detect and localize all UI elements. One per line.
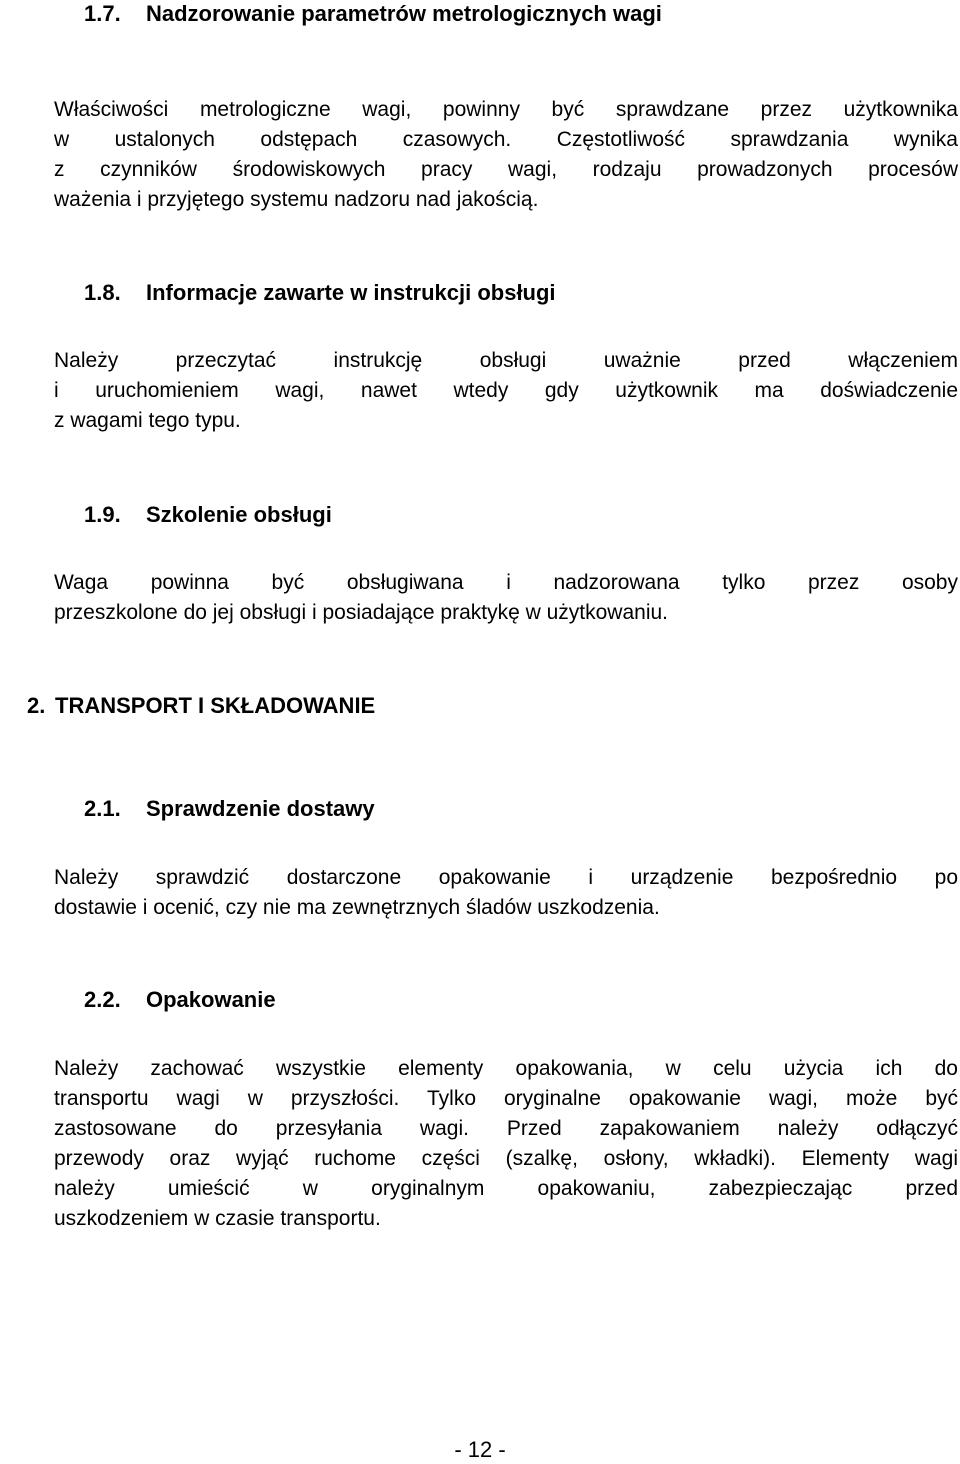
section-number: 2. xyxy=(27,693,46,718)
section-body-1-7 xyxy=(54,95,958,215)
body-line: Waga powinna być obsługiwana i nadzorowana tylko przez osoby xyxy=(54,571,958,594)
section-heading-1-9 xyxy=(84,501,332,529)
section-number: 1.9. xyxy=(84,502,121,527)
section-body-2-2 xyxy=(54,1054,958,1234)
body-line: z wagami tego typu. xyxy=(54,409,241,432)
section-heading-2-1 xyxy=(84,795,375,823)
section-body-1-9 xyxy=(54,568,958,628)
section-heading-2-2 xyxy=(84,986,276,1014)
section-body-1-8 xyxy=(54,346,958,436)
body-line: Właściwości metrologiczne wagi, powinny być sprawdzane przez użytkownika xyxy=(54,98,958,121)
section-number: 1.8. xyxy=(84,280,121,305)
body-line: przeszkolone do jej obsługi i posiadające praktykę w użytkowaniu. xyxy=(54,601,669,624)
body-line: i uruchomieniem wagi, nawet wtedy gdy użytkownik ma doświadczenie xyxy=(54,379,958,402)
body-line: Należy sprawdzić dostarczone opakowanie i urządzenie bezpośrednio po xyxy=(54,866,958,889)
body-line: z czynników środowiskowych pracy wagi, rodzaju prowadzonych procesów xyxy=(54,158,958,181)
section-title: Opakowanie xyxy=(146,987,276,1012)
body-line: zastosowane do przesyłania wagi. Przed zapakowaniem należy odłączyć xyxy=(54,1117,958,1140)
section-heading-1-7 xyxy=(84,0,662,28)
section-title: Sprawdzenie dostawy xyxy=(146,796,375,821)
body-line: dostawie i ocenić, czy nie ma zewnętrznych śladów uszkodzenia. xyxy=(54,896,660,919)
body-line: przewody oraz wyjąć ruchome części (szalkę, osłony, wkładki). Elementy wagi xyxy=(54,1147,958,1170)
section-title: Informacje zawarte w instrukcji obsługi xyxy=(146,280,556,305)
section-number: 2.2. xyxy=(84,987,121,1012)
section-title: TRANSPORT I SKŁADOWANIE xyxy=(55,693,376,718)
section-number: 2.1. xyxy=(84,796,121,821)
body-line: w ustalonych odstępach czasowych. Częstotliwość sprawdzania wynika xyxy=(54,128,958,151)
section-title: Szkolenie obsługi xyxy=(146,502,332,527)
body-line: uszkodzeniem w czasie transportu. xyxy=(54,1207,381,1230)
chapter-heading-2 xyxy=(27,692,375,720)
body-line: ważenia i przyjętego systemu nadzoru nad jakością. xyxy=(54,188,539,211)
section-title: Nadzorowanie parametrów metrologicznych wagi xyxy=(146,1,662,26)
section-body-2-1 xyxy=(54,863,958,923)
section-number: 1.7. xyxy=(84,1,121,26)
body-line: Należy zachować wszystkie elementy opakowania, w celu użycia ich do xyxy=(54,1057,958,1080)
body-line: transportu wagi w przyszłości. Tylko oryginalne opakowanie wagi, może być xyxy=(54,1087,958,1110)
section-heading-1-8 xyxy=(84,279,556,307)
page-number: - 12 - xyxy=(454,1437,506,1462)
body-line: Należy przeczytać instrukcję obsługi uważnie przed włączeniem xyxy=(54,349,958,372)
body-line: należy umieścić w oryginalnym opakowaniu, zabezpieczając przed xyxy=(54,1177,958,1200)
